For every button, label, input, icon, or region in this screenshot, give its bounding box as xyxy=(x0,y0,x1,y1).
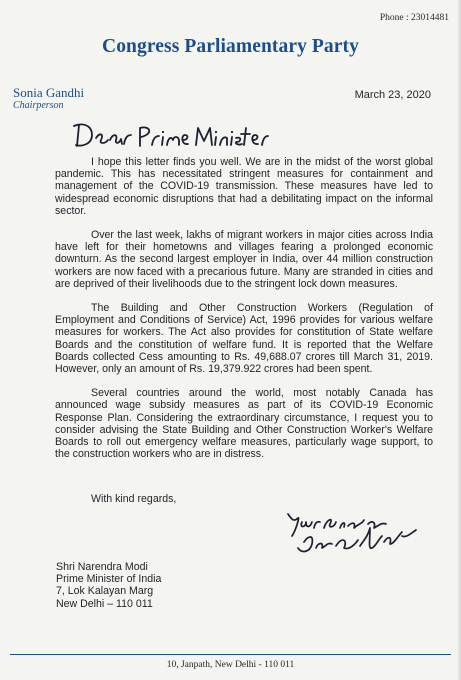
body-paragraph-1: I hope this letter finds you well. We are in the midst of the worst global pandemic. This has necessitated stringent measures for containment and management of the COVID-19 transmission. These measures have led to widespread economic disruptions that had a debilitating impact on the informal sector. xyxy=(55,156,433,217)
phone-number: Phone : 23014481 xyxy=(379,13,449,23)
sender-title: Chairperson xyxy=(13,100,64,111)
recipient-name: Shri Narendra Modi xyxy=(56,561,148,573)
closing-line: With kind regards, xyxy=(91,493,177,505)
body-paragraph-4: Several countries around the world, most notably Canada has announced wage subsidy measures as part of its COVID-19 Economic Response Plan. Considering the extraordinary circumstance, I request you to consider advising the State Building and Other Construction Worker's Welfare Boards to roll out emergency welfare measures, particularly wage support, to the construction workers who are in distress. xyxy=(55,387,433,461)
body-paragraph-2: Over the last week, lakhs of migrant workers in major cities across India have left for their hometowns and villages fearing a prolonged economic downturn. As the second largest employer in India, over 44 million construction workers are now faced with a precarious future. Many are stranded in cities and are deprived of their livelihoods due to the stringent lock down measures. xyxy=(55,229,433,290)
recipient-street: 7, Lok Kalayan Marg xyxy=(56,585,154,598)
letter-body xyxy=(55,156,433,472)
body-paragraph-3: The Building and Other Construction Workers (Regulation of Employment and Conditions of Service) Act, 1996 provides for various welfare measures for workers. The Act also provides for constitution of State welfare Boards and the constitution of welfare fund. It is reported that the Welfare Boards collected Cess amounting to Rs. 49,688.07 crores till March 31, 2019. However, only an amount of Rs. 19,379.922 crores had been spent. xyxy=(55,302,433,376)
letter-date: March 23, 2020 xyxy=(354,89,431,101)
handwritten-salutation xyxy=(70,116,270,152)
footer-divider xyxy=(10,654,451,655)
sender-name: Sonia Gandhi xyxy=(13,85,85,100)
handwritten-signature xyxy=(282,506,422,562)
footer-address: 10, Janpath, New Delhi - 110 011 xyxy=(166,660,295,670)
recipient-city: New Delhi – 110 011 xyxy=(56,597,153,610)
recipient-address xyxy=(56,561,161,610)
party-name: Congress Parliamentary Party xyxy=(102,36,359,57)
page-edge-shadow xyxy=(457,0,461,680)
recipient-title: Prime Minister of India xyxy=(56,573,162,586)
